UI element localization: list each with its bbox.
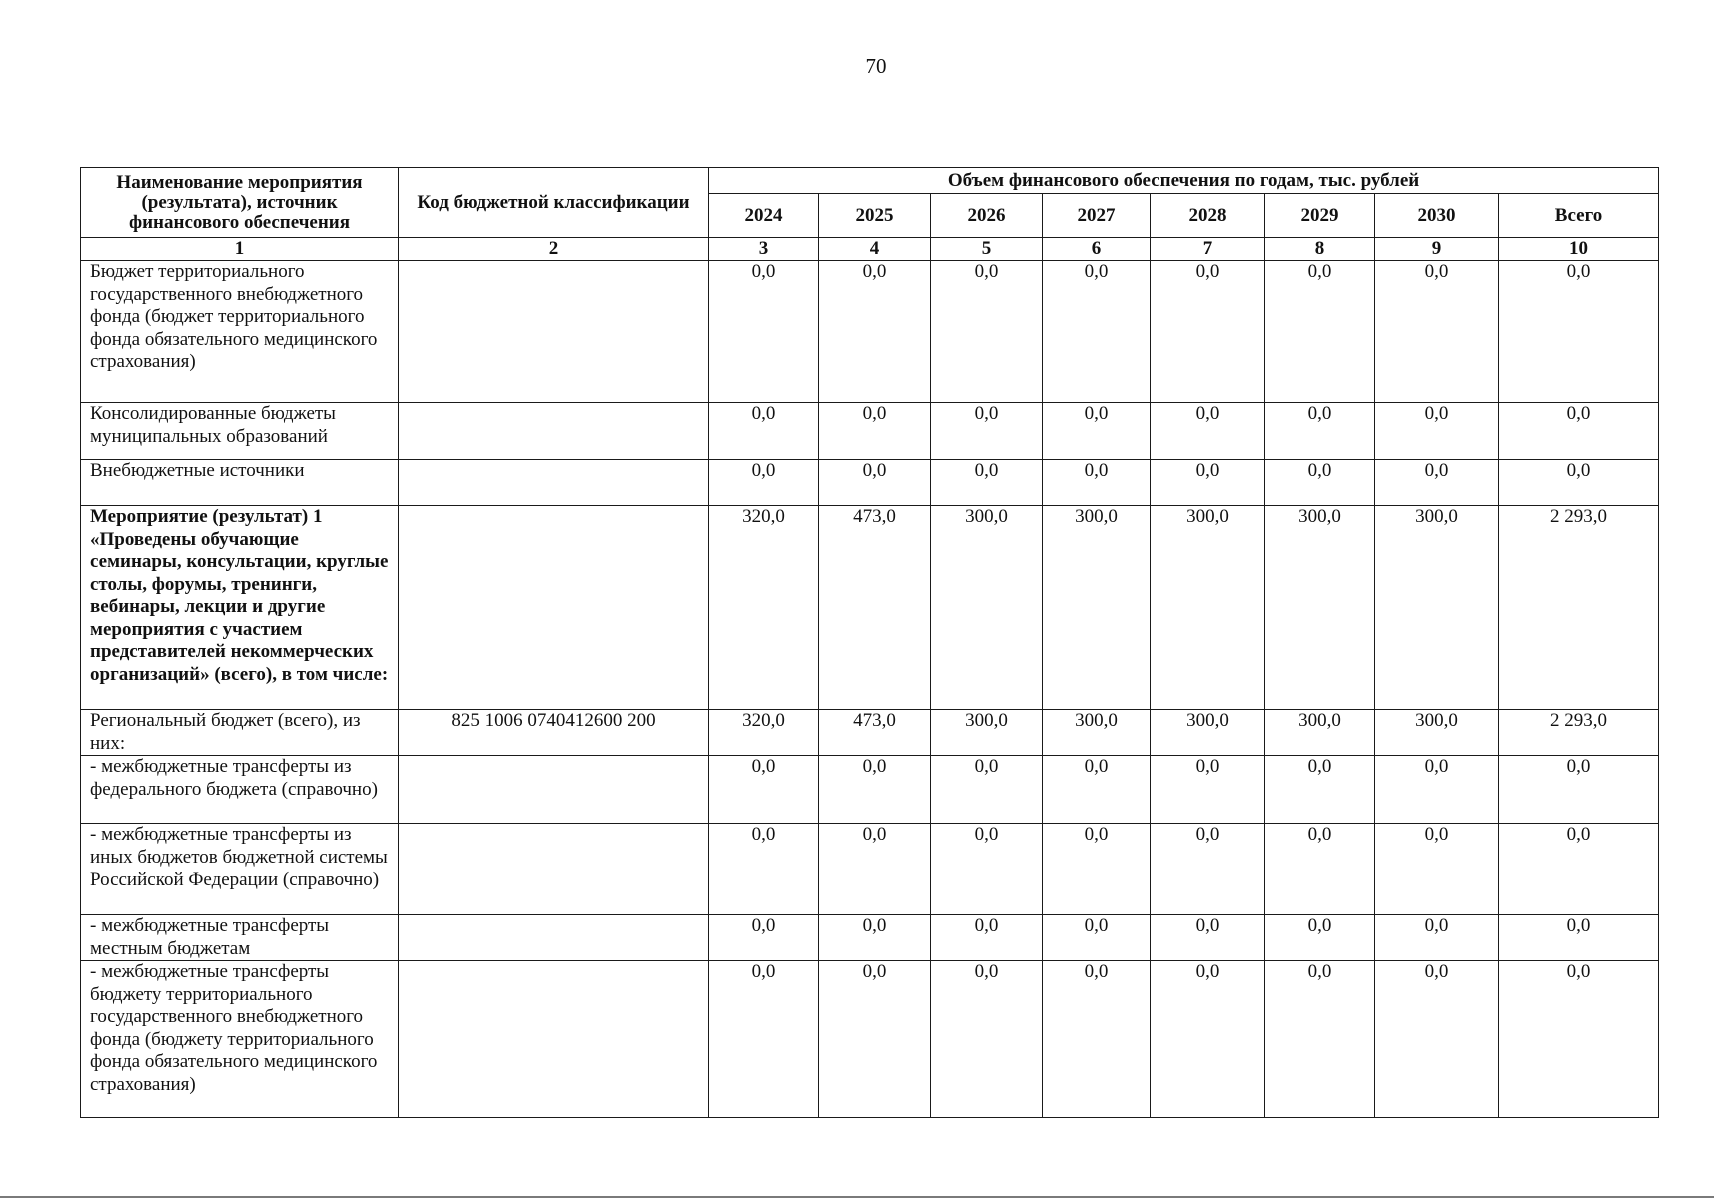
row-year-value: 0,0 xyxy=(1375,756,1499,824)
row-year-value: 0,0 xyxy=(1265,460,1375,506)
row-year-value: 0,0 xyxy=(1265,261,1375,403)
column-number: 9 xyxy=(1375,238,1499,261)
row-year-value: 0,0 xyxy=(709,961,819,1118)
table-row xyxy=(81,460,1659,506)
header-year: 2027 xyxy=(1043,194,1151,238)
table-row xyxy=(81,824,1659,915)
row-year-value: 0,0 xyxy=(1151,824,1265,915)
table-row xyxy=(81,403,1659,460)
column-number: 6 xyxy=(1043,238,1151,261)
header-year: 2024 xyxy=(709,194,819,238)
row-year-value: 0,0 xyxy=(709,824,819,915)
row-name: Консолидированные бюджеты муниципальных образований xyxy=(81,403,399,460)
row-year-value: 0,0 xyxy=(819,403,931,460)
table-row xyxy=(81,915,1659,961)
row-name: Бюджет территориального государственного внебюджетного фонда (бюджет территориального фонда обязательного медицинского страхования) xyxy=(81,261,399,403)
header-name-column: Наименование мероприятия (результата), источник финансового обеспечения xyxy=(81,168,399,238)
header-year: 2026 xyxy=(931,194,1043,238)
row-year-value: 0,0 xyxy=(1043,261,1151,403)
row-year-value: 0,0 xyxy=(709,261,819,403)
row-year-value: 320,0 xyxy=(709,710,819,756)
row-budget-code xyxy=(399,506,709,710)
header-year: 2030 xyxy=(1375,194,1499,238)
row-total-value: 0,0 xyxy=(1499,261,1659,403)
row-year-value: 0,0 xyxy=(819,915,931,961)
row-year-value: 0,0 xyxy=(819,824,931,915)
row-year-value: 0,0 xyxy=(1265,403,1375,460)
row-year-value: 0,0 xyxy=(709,915,819,961)
column-number: 4 xyxy=(819,238,931,261)
row-name: Мероприятие (результат) 1 «Проведены обучающие семинары, консультации, круглые столы, форумы, тренинги, вебинары, лекции и другие мероприятия с участием представителей некоммерческих организаций» (всего), в том числе: xyxy=(81,506,399,710)
row-year-value: 0,0 xyxy=(1151,460,1265,506)
row-year-value: 0,0 xyxy=(1151,961,1265,1118)
row-year-value: 0,0 xyxy=(1151,403,1265,460)
row-year-value: 300,0 xyxy=(1265,710,1375,756)
row-year-value: 473,0 xyxy=(819,506,931,710)
table-row xyxy=(81,261,1659,403)
row-name: - межбюджетные трансферты бюджету территориального государственного внебюджетного фонда (бюджету территориального фонда обязательного медицинского страхования) xyxy=(81,961,399,1118)
row-total-value: 2 293,0 xyxy=(1499,710,1659,756)
row-total-value: 0,0 xyxy=(1499,915,1659,961)
header-year: 2029 xyxy=(1265,194,1375,238)
row-name: Региональный бюджет (всего), из них: xyxy=(81,710,399,756)
row-budget-code: 825 1006 0740412600 200 xyxy=(399,710,709,756)
row-year-value: 300,0 xyxy=(1151,506,1265,710)
table-row xyxy=(81,710,1659,756)
row-year-value: 0,0 xyxy=(1265,961,1375,1118)
row-year-value: 0,0 xyxy=(931,756,1043,824)
row-year-value: 0,0 xyxy=(1375,961,1499,1118)
row-year-value: 300,0 xyxy=(1375,506,1499,710)
column-number: 1 xyxy=(81,238,399,261)
row-year-value: 0,0 xyxy=(1151,261,1265,403)
row-year-value: 0,0 xyxy=(1151,915,1265,961)
row-name: - межбюджетные трансферты местным бюджетам xyxy=(81,915,399,961)
table-row xyxy=(81,756,1659,824)
row-year-value: 0,0 xyxy=(931,403,1043,460)
table-body xyxy=(81,261,1659,1118)
row-year-value: 473,0 xyxy=(819,710,931,756)
row-name: Внебюджетные источники xyxy=(81,460,399,506)
scan-edge-line xyxy=(0,1196,1714,1198)
row-budget-code xyxy=(399,915,709,961)
row-name: - межбюджетные трансферты из федерального бюджета (справочно) xyxy=(81,756,399,824)
row-year-value: 300,0 xyxy=(1043,710,1151,756)
row-budget-code xyxy=(399,961,709,1118)
row-year-value: 0,0 xyxy=(931,915,1043,961)
row-total-value: 2 293,0 xyxy=(1499,506,1659,710)
row-year-value: 300,0 xyxy=(1151,710,1265,756)
row-year-value: 0,0 xyxy=(931,824,1043,915)
row-year-value: 0,0 xyxy=(1375,915,1499,961)
row-budget-code xyxy=(399,460,709,506)
row-year-value: 300,0 xyxy=(931,506,1043,710)
row-year-value: 300,0 xyxy=(1265,506,1375,710)
row-total-value: 0,0 xyxy=(1499,460,1659,506)
row-year-value: 0,0 xyxy=(1375,824,1499,915)
row-year-value: 0,0 xyxy=(1375,460,1499,506)
row-year-value: 0,0 xyxy=(709,460,819,506)
row-year-value: 0,0 xyxy=(1375,403,1499,460)
row-year-value: 0,0 xyxy=(819,961,931,1118)
column-number: 5 xyxy=(931,238,1043,261)
header-code-column: Код бюджетной классификации xyxy=(399,168,709,238)
row-year-value: 0,0 xyxy=(1043,961,1151,1118)
row-year-value: 0,0 xyxy=(931,460,1043,506)
column-number: 3 xyxy=(709,238,819,261)
row-year-value: 0,0 xyxy=(1375,261,1499,403)
header-year: 2028 xyxy=(1151,194,1265,238)
row-year-value: 0,0 xyxy=(709,756,819,824)
column-number: 2 xyxy=(399,238,709,261)
header-year: 2025 xyxy=(819,194,931,238)
column-number: 7 xyxy=(1151,238,1265,261)
header-volume-title: Объем финансового обеспечения по годам, тыс. рублей xyxy=(709,168,1659,194)
row-year-value: 300,0 xyxy=(1375,710,1499,756)
page-number: 70 xyxy=(865,54,887,78)
column-number: 8 xyxy=(1265,238,1375,261)
row-budget-code xyxy=(399,403,709,460)
row-total-value: 0,0 xyxy=(1499,961,1659,1118)
row-year-value: 300,0 xyxy=(931,710,1043,756)
table-row xyxy=(81,506,1659,710)
row-total-value: 0,0 xyxy=(1499,824,1659,915)
budget-table xyxy=(80,167,1659,1118)
row-year-value: 0,0 xyxy=(819,756,931,824)
row-year-value: 0,0 xyxy=(1151,756,1265,824)
row-total-value: 0,0 xyxy=(1499,403,1659,460)
row-budget-code xyxy=(399,756,709,824)
row-year-value: 300,0 xyxy=(1043,506,1151,710)
table-row xyxy=(81,961,1659,1118)
row-year-value: 0,0 xyxy=(1043,403,1151,460)
row-year-value: 0,0 xyxy=(931,961,1043,1118)
row-year-value: 0,0 xyxy=(709,403,819,460)
row-total-value: 0,0 xyxy=(1499,756,1659,824)
row-year-value: 320,0 xyxy=(709,506,819,710)
column-number: 10 xyxy=(1499,238,1659,261)
row-year-value: 0,0 xyxy=(1043,756,1151,824)
row-name: - межбюджетные трансферты из иных бюджетов бюджетной системы Российской Федерации (справочно) xyxy=(81,824,399,915)
row-year-value: 0,0 xyxy=(1043,460,1151,506)
row-year-value: 0,0 xyxy=(1265,756,1375,824)
row-year-value: 0,0 xyxy=(819,261,931,403)
row-budget-code xyxy=(399,261,709,403)
row-year-value: 0,0 xyxy=(1265,824,1375,915)
row-year-value: 0,0 xyxy=(931,261,1043,403)
column-number-row xyxy=(81,238,1659,261)
header-total: Всего xyxy=(1499,194,1659,238)
row-year-value: 0,0 xyxy=(1265,915,1375,961)
row-year-value: 0,0 xyxy=(1043,824,1151,915)
row-year-value: 0,0 xyxy=(1043,915,1151,961)
row-budget-code xyxy=(399,824,709,915)
row-year-value: 0,0 xyxy=(819,460,931,506)
